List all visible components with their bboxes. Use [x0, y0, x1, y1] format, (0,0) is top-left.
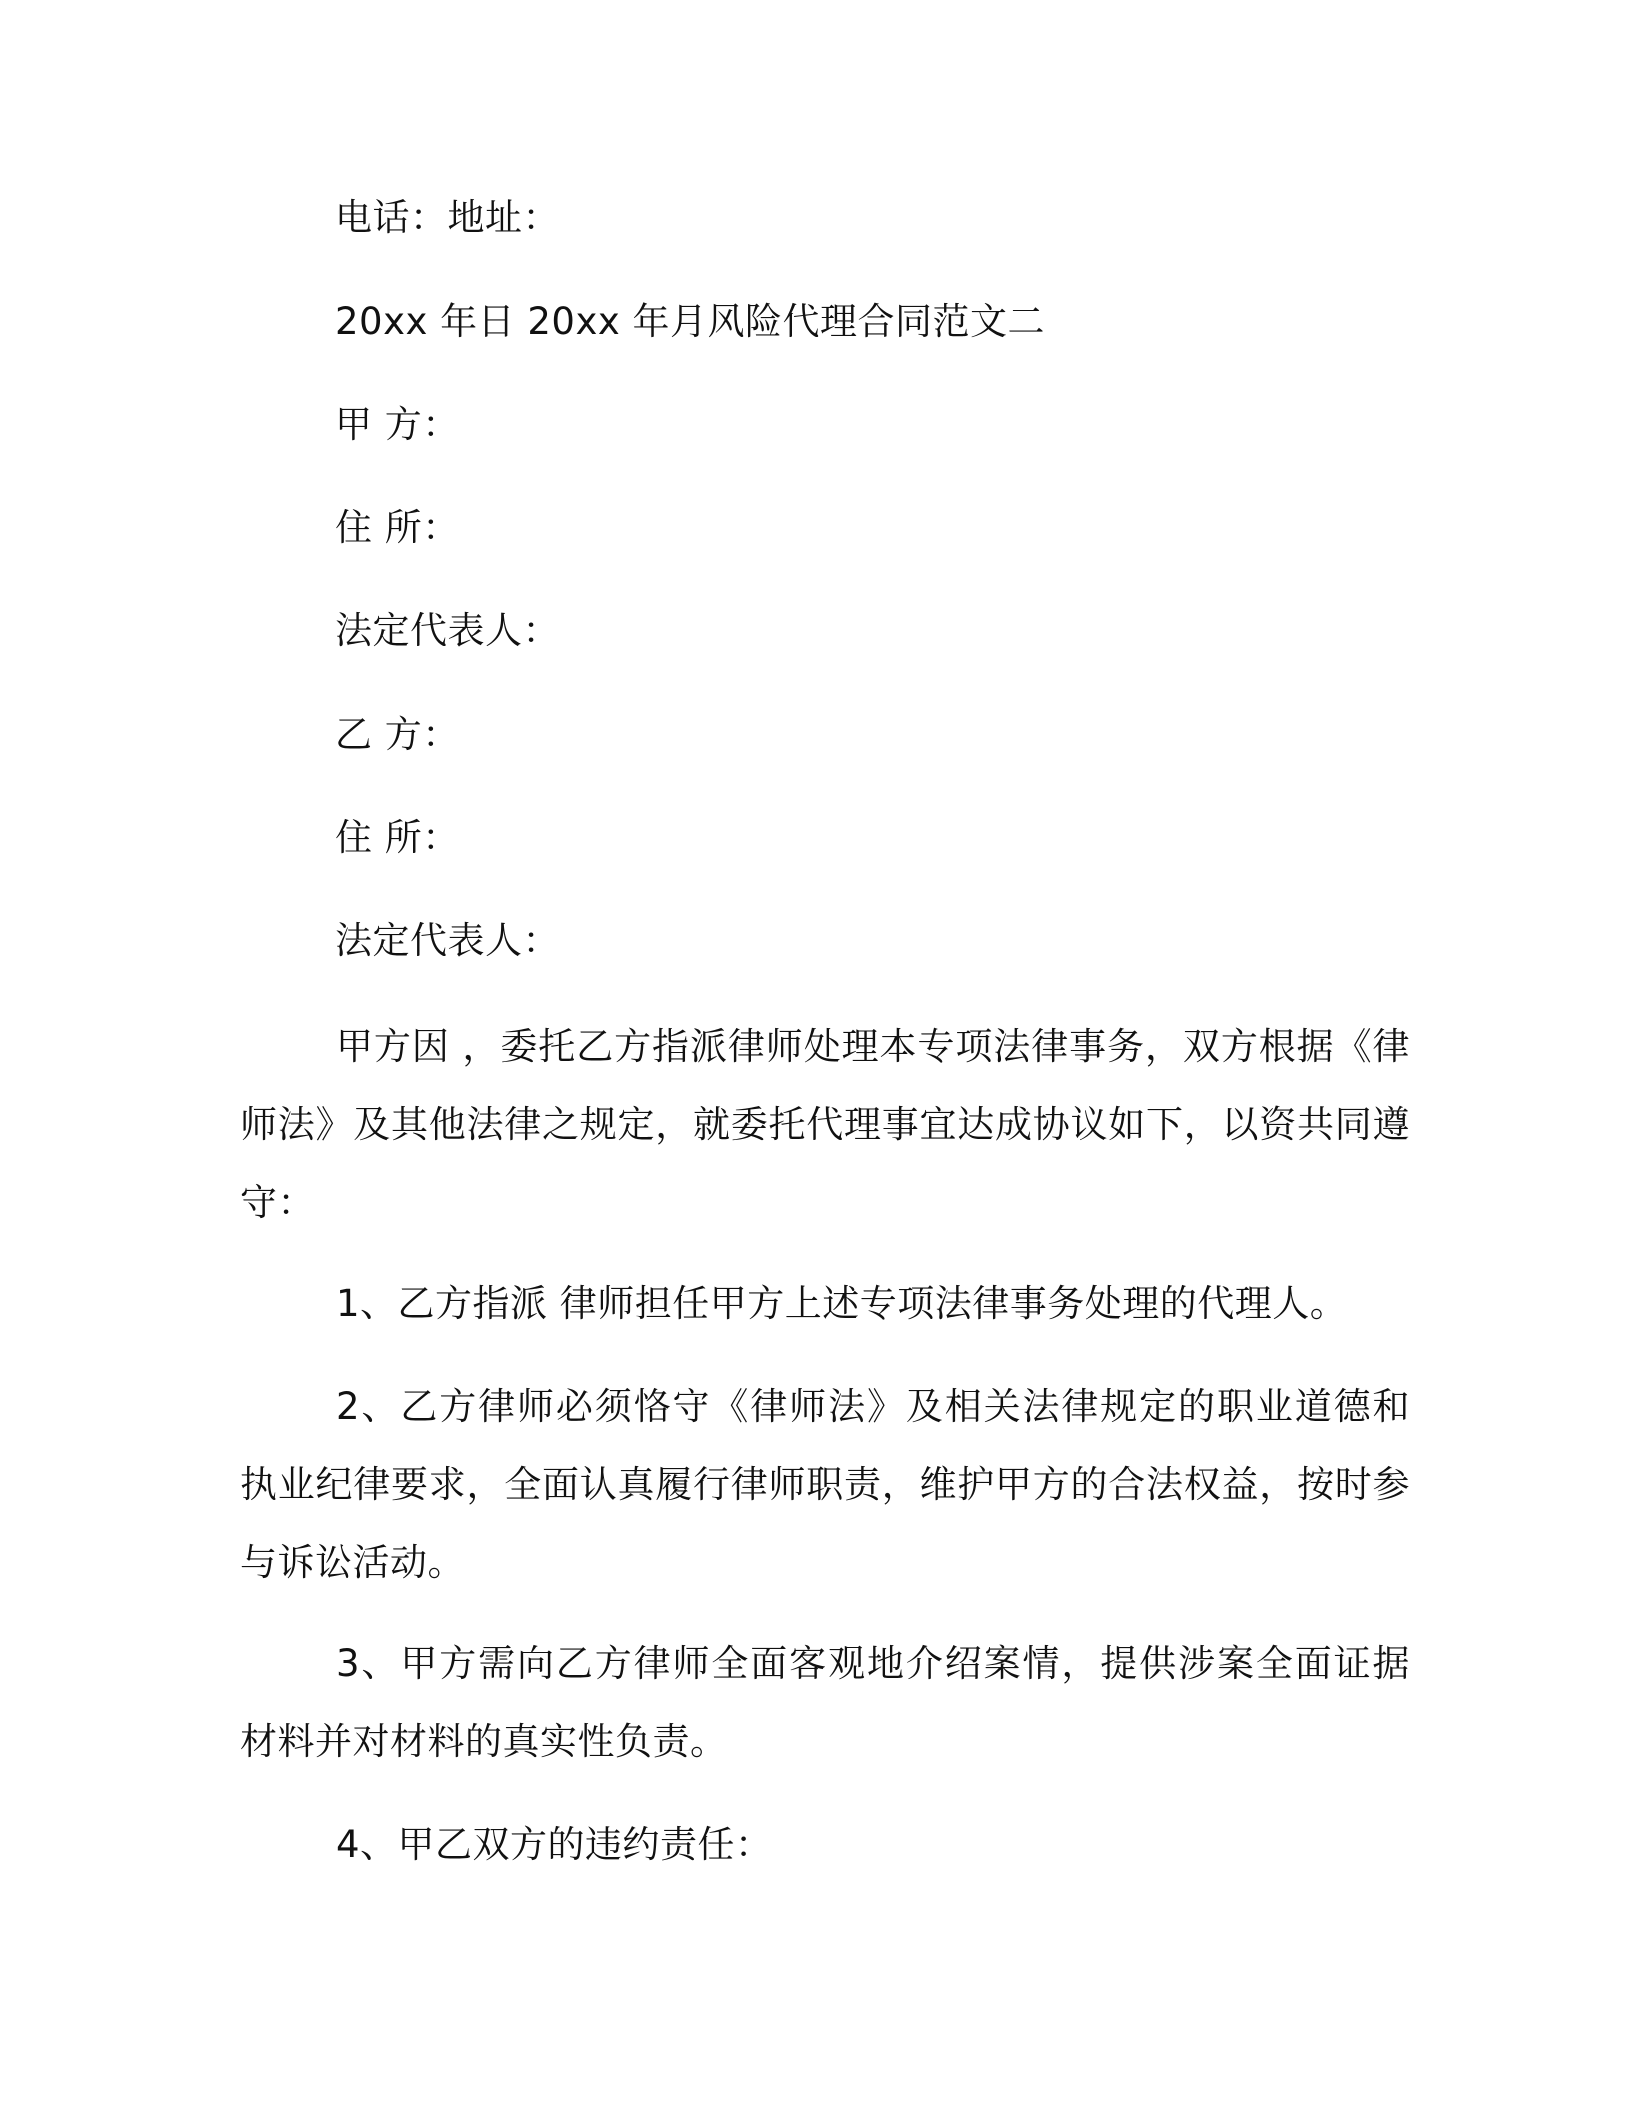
clause-2: 2、乙方律师必须恪守《律师法》及相关法律规定的职业道德和执业纪律要求，全面认真履行律师职责，维护甲方的合法权益，按时参与诉讼活动。: [240, 1385, 1410, 1584]
party-b-representative-label: 法定代表人：: [335, 919, 560, 962]
clause-3: 3、甲方需向乙方律师全面客观地介绍案情，提供涉案全面证据材料并对材料的真实性负责。: [240, 1642, 1410, 1763]
clause-1: 1、乙方指派 律师担任甲方上述专项法律事务处理的代理人。: [336, 1282, 1348, 1325]
contract-title: 20xx 年日 20xx 年月风险代理合同范文二: [335, 300, 1046, 343]
intro-paragraph: 甲方因 ，委托乙方指派律师处理本专项法律事务，双方根据《律师法》及其他法律之规定，就委托代理事宜达成协议如下，以资共同遵守：: [240, 1025, 1410, 1224]
party-a-address-label: 住 所：: [335, 506, 460, 549]
party-b-label: 乙 方：: [335, 713, 460, 756]
party-b-address-label: 住 所：: [335, 816, 460, 859]
party-a-representative-label: 法定代表人：: [335, 609, 560, 652]
party-a-label: 甲 方：: [335, 403, 460, 446]
clause-4: 4、甲乙双方的违约责任：: [336, 1823, 773, 1866]
contact-line: 电话：地址：: [335, 196, 560, 239]
